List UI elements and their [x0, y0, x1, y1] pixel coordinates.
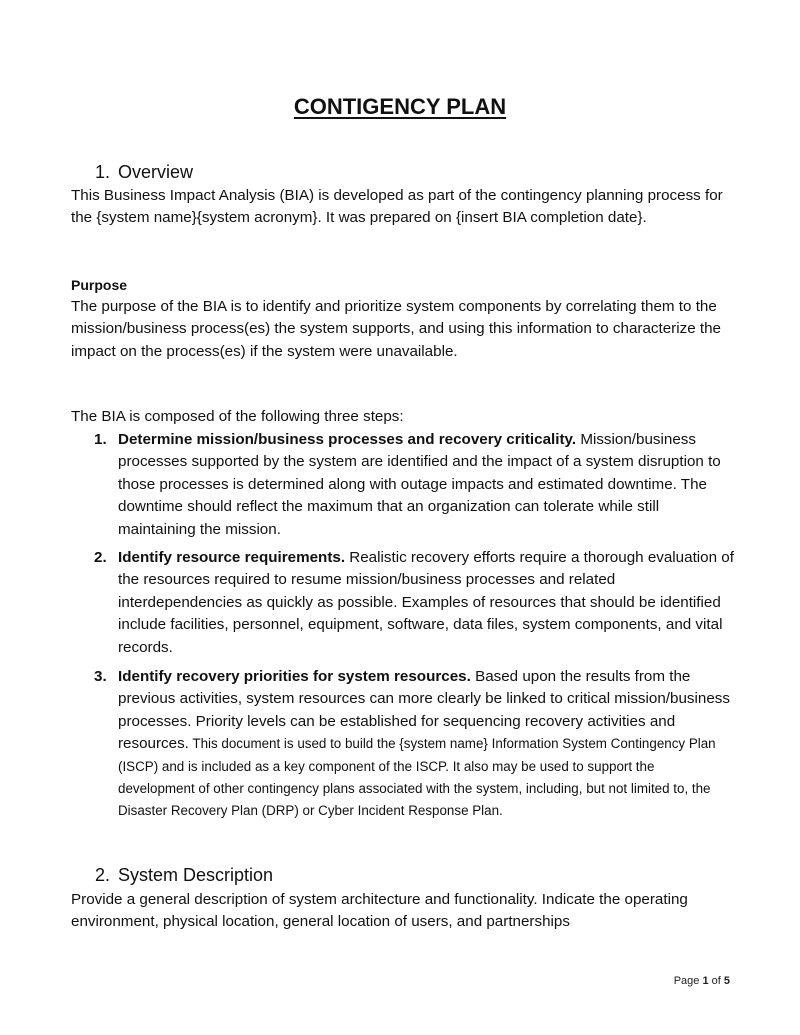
step-body — [118, 547, 734, 659]
overview-paragraph: This Business Impact Analysis (BIA) is developed as part of the contingency planning process for the {system name}{system acronym}. It was prepared on {insert BIA completion date}. — [71, 187, 723, 227]
step-text: Based upon the results from the previous activities, system resources can more clearly be linked to critical mission/business processes. Priority levels can be established for sequencing recovery activities and resources. — [118, 668, 730, 753]
step-text: Mission/business processes supported by the system are identified and the impact of a system disruption to those processes is determined along with outage impacts and estimated downtime. The downtime should reflect the maximum that an organization can tolerate while still maintaining the mission. — [118, 431, 721, 538]
overview-heading-text: Overview — [118, 162, 194, 182]
step-small-text: This document is used to build the {system name} Information System Contingency Plan (ISCP) and is included as a key component of the ISCP. It also may be used to support the development of other contingency plans associated with the system, including, but not limited to, the Disaster Recovery Plan (DRP) or Cyber Incident Response Plan. — [118, 736, 716, 819]
list-item-step-1 — [94, 429, 734, 541]
page-of: of — [708, 975, 724, 987]
list-item-step-2 — [94, 547, 734, 659]
step-number: 2. — [94, 549, 107, 566]
step-lead: Identify resource requirements. — [118, 549, 346, 566]
system-description-paragraph: Provide a general description of system architecture and functionality. Indicate the operating environment, physical location, general location of users, and partnerships — [71, 891, 688, 931]
purpose-heading: Purpose — [71, 277, 128, 293]
step-lead: Determine mission/business processes and recovery criticality. — [118, 431, 577, 448]
system-description-heading-number: 2. — [95, 865, 111, 885]
page-current: 1 — [702, 975, 709, 987]
step-lead: Identify recovery priorities for system resources. — [118, 668, 471, 685]
system-description-heading-text: System Description — [118, 865, 274, 885]
document-title: CONTIGENCY PLAN — [293, 94, 507, 119]
step-body — [118, 666, 734, 823]
purpose-paragraph: The purpose of the BIA is to identify and prioritize system components by correlating them to the mission/business process(es) the system supports, and using this information to characterize the impact on the process(es) if the system were unavailable. — [71, 298, 721, 360]
list-item-step-3 — [94, 666, 734, 823]
overview-heading — [95, 162, 193, 183]
step-body — [118, 429, 734, 541]
step-text: Realistic recovery efforts require a thorough evaluation of the resources required to resume mission/business processes and related interdependencies as quickly as possible. Examples of resources that should be identified include facilities, personnel, equipment, software, data files, system components, and vital records. — [118, 549, 734, 656]
overview-heading-number: 1. — [95, 162, 111, 182]
steps-intro: The BIA is composed of the following three steps: — [71, 408, 404, 425]
page-label: Page — [673, 975, 703, 987]
page-number — [674, 975, 730, 987]
step-number: 3. — [94, 668, 107, 685]
step-number: 1. — [94, 431, 107, 448]
page-total: 5 — [723, 975, 730, 987]
system-description-heading — [95, 865, 273, 886]
